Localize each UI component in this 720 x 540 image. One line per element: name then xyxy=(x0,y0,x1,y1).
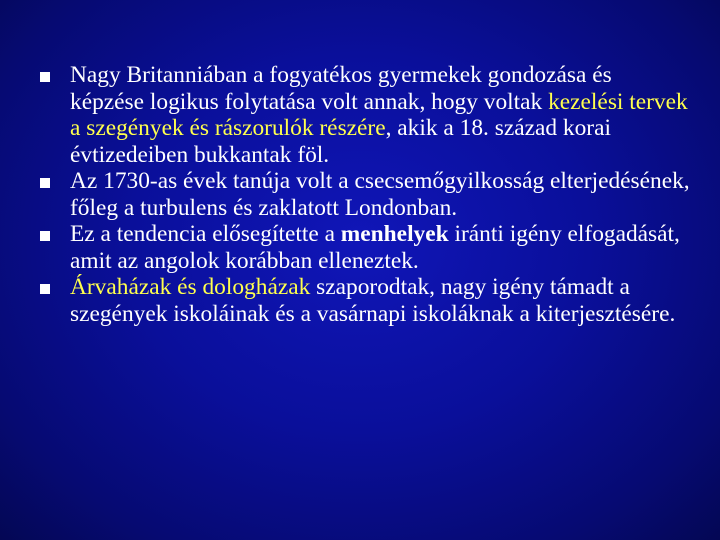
square-bullet-icon xyxy=(40,178,50,188)
bullet-3-bold-term: menhelyek xyxy=(340,221,449,247)
bullet-2-text: Az 1730-as évek tanúja volt a csecsemőgyilkosság elterjedésének, főleg a turbulens és zaklatott Londonban. xyxy=(70,168,690,221)
bullet-4-text: szaporodtak, nagy igény támadt a szegények iskoláinak és a vasárnapi iskoláknak a kiterjesztésére. xyxy=(70,274,676,327)
bullet-item-2 xyxy=(40,168,690,221)
square-bullet-icon xyxy=(40,231,50,241)
bullet-1-highlight: kezelési tervek a szegények és rászorulók részére xyxy=(70,88,688,141)
square-bullet-icon xyxy=(40,284,50,294)
bullet-3-text-a: Ez a tendencia elősegítette a xyxy=(70,221,341,247)
bullet-item-3 xyxy=(40,221,690,274)
bullet-1-text-b: , akik a 18. század korai évtizedeiben bukkantak föl. xyxy=(70,115,611,168)
bullet-4-highlight: Árvaházak és dologházak xyxy=(70,274,311,300)
bullet-3-text-b: iránti igény elfogadását, amit az angolok korábban elleneztek. xyxy=(70,221,680,274)
bullet-item-4 xyxy=(40,274,690,327)
square-bullet-icon xyxy=(40,72,50,82)
bullet-item-1 xyxy=(40,62,690,168)
bullet-list xyxy=(40,62,690,327)
bullet-1-text-a: Nagy Britanniában a fogyatékos gyermekek gondozása és képzése logikus folytatása volt annak, hogy voltak xyxy=(70,62,612,115)
